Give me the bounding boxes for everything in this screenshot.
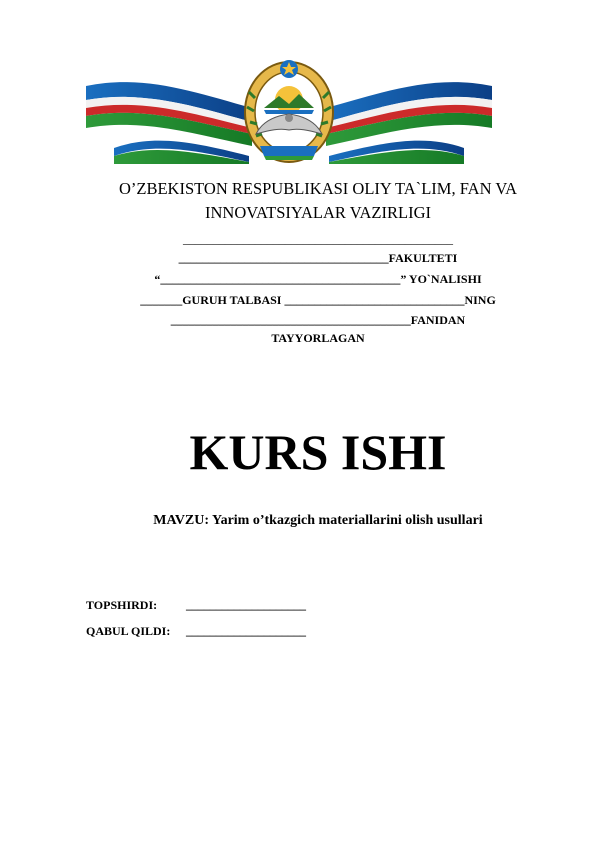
- prepared-label: TAYYORLAGAN: [271, 331, 365, 345]
- left-ribbon-icon: [86, 82, 252, 164]
- subject-line: ________________________________________FANIDAN: [170, 313, 466, 327]
- ministry-line-2: INNOVATSIYALAR VAZIRLIGI: [205, 203, 431, 222]
- star-icon: [280, 60, 298, 78]
- ministry-line-1: O’ZBEKISTON RESPUBLIKASI OLIY TA`LIM, FAN VA: [118, 179, 518, 198]
- direction-line: “________________________________________” YO`NALISHI: [154, 272, 482, 286]
- accepted-by-blank: ____________________: [186, 624, 306, 638]
- submitted-by-row: [86, 598, 306, 613]
- submitted-by-label: TOPSHIRDI:: [86, 598, 158, 612]
- topic-line: MAVZU: Yarim o’tkazgich materiallarini olish usullari: [153, 513, 483, 528]
- blank-line-1: _____________________________________________: [183, 232, 453, 246]
- document-title: KURS ISHI: [189, 424, 447, 480]
- accepted-by-label: QABUL QILDI:: [86, 624, 171, 638]
- ministry-heading: [60, 177, 576, 225]
- faculty-line: ___________________________________FAKULTETI: [178, 251, 458, 265]
- accepted-by-row: [86, 624, 306, 639]
- coat-of-arms-emblem: [84, 52, 494, 164]
- group-student-line: _______GURUH TALBASI ______________________________NING: [140, 293, 496, 307]
- submitted-by-blank: ____________________: [186, 598, 306, 612]
- right-ribbon-icon: [326, 82, 492, 164]
- wreath-ribbon-icon: [260, 146, 318, 160]
